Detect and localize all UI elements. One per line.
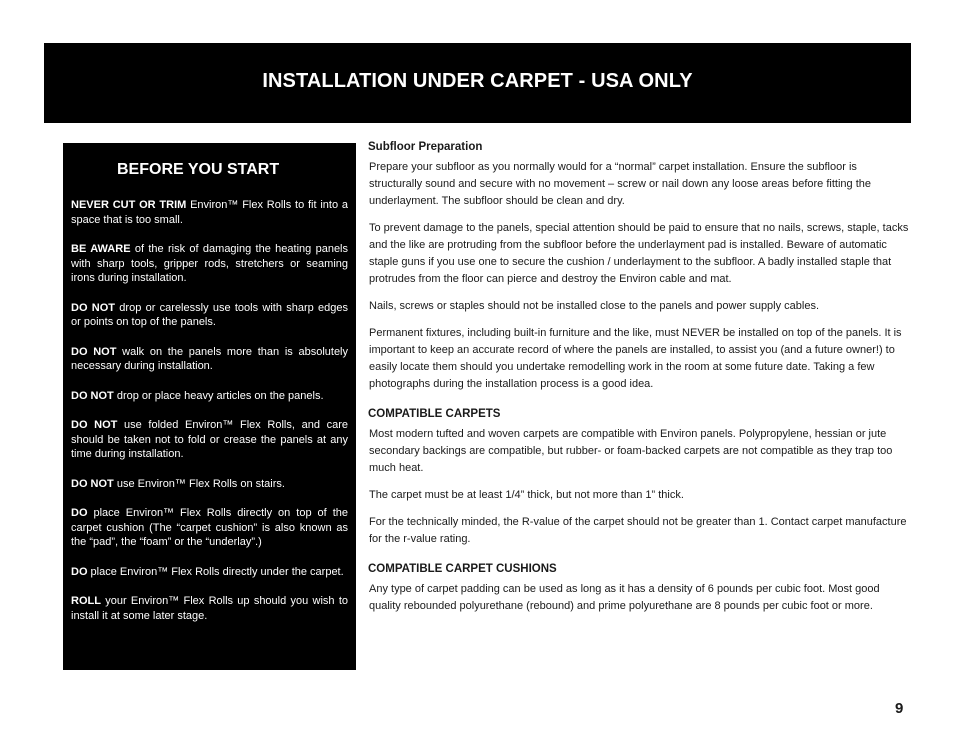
sidebar-item: [71, 477, 348, 492]
sidebar-item-lead: ROLL: [71, 595, 101, 607]
paragraph: For the technically minded, the R-value of the carpet should not be greater than 1. Contact carpet manufacture for the r-value rating.: [369, 516, 907, 545]
sidebar-item: [71, 389, 348, 404]
sidebar-item-text: Environ™ Flex Rolls to fit into a space that is too small.: [71, 199, 348, 226]
sidebar-item-text: place Environ™ Flex Rolls directly on top of the carpet cushion (The “carpet cushion” is also known as the “pad”, the “foam” or the “underlay”.): [71, 507, 348, 548]
before-you-start-panel: [63, 143, 356, 670]
sidebar-item-lead: NEVER CUT OR TRIM: [71, 199, 187, 211]
paragraph: To prevent damage to the panels, special attention should be paid to ensure that no nails, screws, staple, tacks and the like are protruding from the subfloor before the underlayment pad is installed. Beware of automatic staple guns if you use one to secure the cushion / underlayment to the subfloor. A badly installed staple that protrudes from the floor can pierce and destroy the Environ cable and mat.: [369, 222, 909, 285]
sidebar-item: [71, 345, 348, 374]
title-banner: [44, 43, 911, 123]
sidebar-item: [71, 565, 348, 580]
paragraph: Any type of carpet padding can be used as long as it has a density of 6 pounds per cubic foot. Most good quality rebounded polyurethane (rebound) and prime polyurethane are 8 pounds per cubic foot or more.: [369, 583, 880, 612]
sidebar-item: [71, 242, 348, 286]
sidebar-item-text: walk on the panels more than is absolutely necessary during installation.: [71, 345, 349, 372]
sidebar-item-lead: BE AWARE: [71, 243, 131, 255]
sidebar-item-lead: DO NOT: [71, 301, 116, 314]
sidebar-item-lead: DO NOT: [71, 419, 118, 431]
sidebar-item-text: use folded Environ™ Flex Rolls, and care should be taken not to fold or crease the panels at any time during installation.: [71, 419, 348, 460]
paragraph: The carpet must be at least 1/4” thick, but not more than 1” thick.: [369, 489, 684, 501]
subfloor-heading: Subfloor Preparation: [368, 141, 483, 153]
sidebar-item: [71, 301, 348, 330]
sidebar-item-lead: DO: [71, 507, 88, 519]
compatible-carpets-heading: COMPATIBLE CARPETS: [368, 408, 501, 420]
sidebar-item: [71, 506, 348, 550]
paragraph: Permanent fixtures, including built-in furniture and the like, must NEVER be installed on top of the panels. It is important to keep an accurate record of where the panels are installed, to assist you (and a future owner!) to easily locate them should you undertake remodelling work in the room at some future date. Taking a few photographs during the installation process is a good idea.: [369, 327, 902, 390]
compatible-cushions-heading: COMPATIBLE CARPET CUSHIONS: [368, 563, 557, 575]
page-title: INSTALLATION UNDER CARPET - USA ONLY: [262, 70, 693, 92]
sidebar-item-lead: DO: [71, 565, 88, 578]
sidebar-item-lead: DO NOT: [71, 389, 114, 402]
page-number: 9: [895, 700, 904, 717]
sidebar-item: [71, 198, 348, 227]
sidebar-item: [71, 418, 348, 462]
sidebar-item-text: place Environ™ Flex Rolls directly under the carpet.: [87, 565, 344, 578]
paragraph: Most modern tufted and woven carpets are compatible with Environ panels. Polypropylene, hessian or jute secondary backings are compatible, but rubber- or foam-backed carpets are not compatible as they trap too much heat.: [369, 428, 893, 474]
sidebar-item-text: drop or place heavy articles on the panels.: [113, 389, 324, 402]
sidebar-item: [71, 594, 348, 623]
sidebar-item-text: drop or carelessly use tools with sharp edges or points on top of the panels.: [71, 301, 349, 328]
main-content: [368, 140, 910, 625]
sidebar-item-text: use Environ™ Flex Rolls on stairs.: [113, 477, 285, 490]
sidebar-item-lead: DO NOT: [71, 477, 114, 490]
sidebar-item-text: your Environ™ Flex Rolls up should you wish to install it at some later stage.: [71, 595, 348, 622]
sidebar-item-text: of the risk of damaging the heating panels with sharp tools, gripper rods, stretchers or seaming irons during installation.: [71, 243, 349, 284]
paragraph: Nails, screws or staples should not be installed close to the panels and power supply cables.: [369, 300, 820, 312]
sidebar-heading: BEFORE YOU START: [117, 161, 280, 178]
paragraph: Prepare your subfloor as you normally would for a “normal” carpet installation. Ensure the subfloor is structurally sound and secure with no movement – screw or nail down any loose areas before fitting the underlayment. The subfloor should be clean and dry.: [369, 161, 871, 207]
sidebar-item-lead: DO NOT: [71, 345, 117, 358]
